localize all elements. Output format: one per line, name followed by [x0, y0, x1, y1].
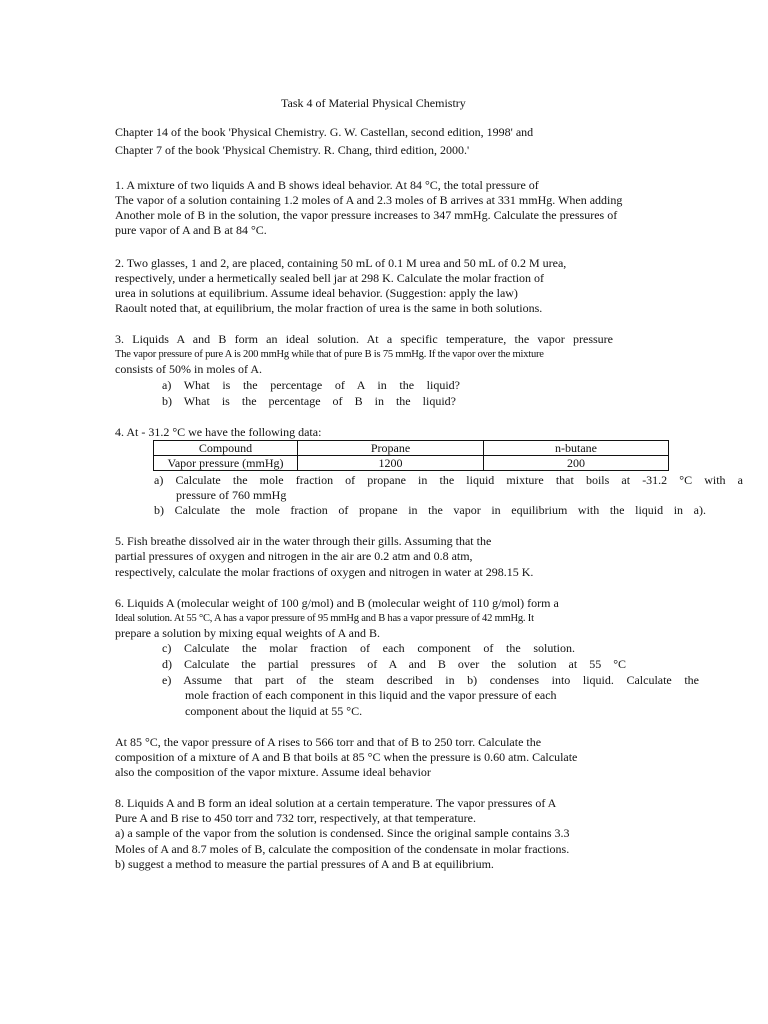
q8-line: Moles of A and 8.7 moles of B, calculate the composition of the condensate in molar fractions.: [115, 842, 570, 856]
q6-subquestion-d: d) Calculate the partial pressures of A and B over the solution at 55 °C: [162, 657, 626, 671]
q8-line: a) a sample of the vapor from the solution is condensed. Since the original sample contains 3.3: [115, 826, 570, 840]
reference-line: Chapter 14 of the book 'Physical Chemistry. G. W. Castellan, second edition, 1998' and: [115, 125, 534, 139]
q4-subquestion-a: a) Calculate the mole fraction of propane in the liquid mixture that boils at -31.2 °C with a: [154, 473, 743, 487]
q6-subquestion-e-cont: component about the liquid at 55 °C.: [185, 704, 363, 718]
q8-line: Pure A and B rise to 450 torr and 732 torr, respectively, at that temperature.: [115, 811, 476, 825]
q5-line: respectively, calculate the molar fractions of oxygen and nitrogen in water at 298.15 K.: [115, 565, 534, 579]
table-header-cell: n-butane: [484, 441, 669, 456]
table-header-cell: Compound: [154, 441, 298, 456]
q7-line: also the composition of the vapor mixture. Assume ideal behavior: [115, 765, 431, 779]
vapor-pressure-table: [153, 440, 669, 471]
q5-line: 5. Fish breathe dissolved air in the water through their gills. Assuming that the: [115, 534, 492, 548]
q2-line: Raoult noted that, at equilibrium, the molar fraction of urea is the same in both solutions.: [115, 301, 543, 315]
q3-subquestion-b: b) What is the percentage of B in the liquid?: [162, 394, 456, 408]
q2-line: 2. Two glasses, 1 and 2, are placed, containing 50 mL of 0.1 M urea and 50 mL of 0.2 M urea,: [115, 256, 567, 270]
document-title: Task 4 of Material Physical Chemistry: [281, 96, 466, 110]
q6-subquestion-c: c) Calculate the molar fraction of each component of the solution.: [162, 641, 575, 655]
q4-subquestion-a-cont: pressure of 760 mmHg: [176, 488, 287, 502]
q4-subquestion-b: b) Calculate the mole fraction of propane in the vapor in equilibrium with the liquid in a).: [154, 503, 706, 517]
q5-line: partial pressures of oxygen and nitrogen in the air are 0.2 atm and 0.8 atm,: [115, 549, 473, 563]
table-row: [154, 456, 669, 471]
q8-line: b) suggest a method to measure the partial pressures of A and B at equilibrium.: [115, 857, 494, 871]
q4-intro: 4. At - 31.2 °C we have the following data:: [115, 425, 322, 439]
q3-line: The vapor pressure of pure A is 200 mmHg while that of pure B is 75 mmHg. If the vapor over the mixture: [115, 349, 544, 360]
table-cell: 200: [484, 456, 669, 471]
q1-line: pure vapor of A and B at 84 °C.: [115, 223, 267, 237]
table-cell: Vapor pressure (mmHg): [154, 456, 298, 471]
q1-line: 1. A mixture of two liquids A and B shows ideal behavior. At 84 °C, the total pressure of: [115, 178, 539, 192]
q6-line: Ideal solution. At 55 °C, A has a vapor pressure of 95 mmHg and B has a vapor pressure of 42 mmHg. It: [115, 613, 534, 624]
q7-line: At 85 °C, the vapor pressure of A rises to 566 torr and that of B to 250 torr. Calculate the: [115, 735, 542, 749]
q6-subquestion-e: e) Assume that part of the steam described in b) condenses into liquid. Calculate the: [162, 673, 699, 687]
q2-line: respectively, under a hermetically sealed bell jar at 298 K. Calculate the molar fraction of: [115, 271, 545, 285]
table-header-cell: Propane: [298, 441, 484, 456]
q3-line: 3. Liquids A and B form an ideal solution. At a specific temperature, the vapor pressure: [115, 332, 613, 346]
q3-line: consists of 50% in moles of A.: [115, 362, 262, 376]
q6-line: prepare a solution by mixing equal weights of A and B.: [115, 626, 380, 640]
q2-line: urea in solutions at equilibrium. Assume ideal behavior. (Suggestion: apply the law): [115, 286, 518, 300]
table-header-row: [154, 441, 669, 456]
q1-line: Another mole of B in the solution, the vapor pressure increases to 347 mmHg. Calculate the pressures of: [115, 208, 618, 222]
q6-subquestion-e-cont: mole fraction of each component in this liquid and the vapor pressure of each: [185, 688, 557, 702]
q6-line: 6. Liquids A (molecular weight of 100 g/mol) and B (molecular weight of 110 g/mol) form a: [115, 596, 559, 610]
q8-line: 8. Liquids A and B form an ideal solution at a certain temperature. The vapor pressures of A: [115, 796, 557, 810]
q7-line: composition of a mixture of A and B that boils at 85 °C when the pressure is 0.60 atm. Calculate: [115, 750, 578, 764]
reference-line: Chapter 7 of the book 'Physical Chemistry. R. Chang, third edition, 2000.': [115, 143, 470, 157]
q3-subquestion-a: a) What is the percentage of A in the liquid?: [162, 378, 460, 392]
table-cell: 1200: [298, 456, 484, 471]
q1-line: The vapor of a solution containing 1.2 moles of A and 2.3 moles of B arrives at 331 mmHg. When adding: [115, 193, 623, 207]
